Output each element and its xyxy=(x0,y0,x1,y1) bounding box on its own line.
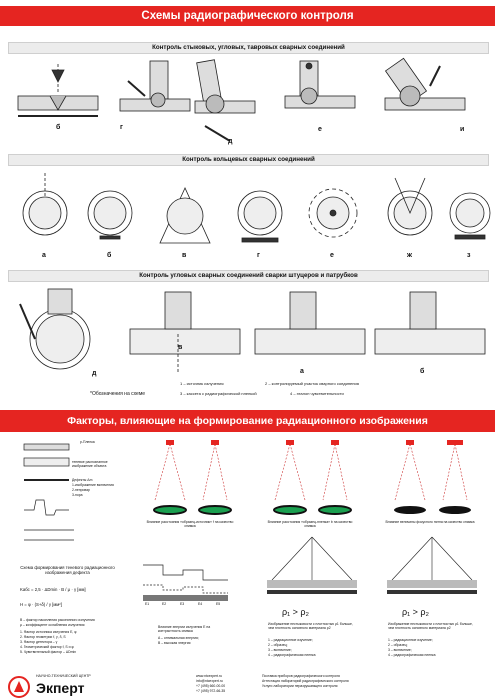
left-note: μ – коэффициент ослабления излучения xyxy=(20,623,85,627)
left-note: B – фактор накопления рассеянного излучения xyxy=(20,618,95,622)
fig3-bottom-item: 4 – радиографическая пленка xyxy=(268,653,316,657)
fig-label: б xyxy=(420,368,425,375)
fig3-caption: Влияние расстояния «образец-пленка» b на качество снимка xyxy=(267,520,353,529)
contact-line: +7 (495) 972-66-35 xyxy=(196,689,226,693)
fig4-bottom-item: 1 – радиационное изучение; xyxy=(388,638,433,642)
left-label: Дефекты Δm xyxy=(72,478,93,482)
fig4-bottom-item: 3 – включение; xyxy=(388,648,412,652)
footer xyxy=(0,670,495,700)
fig-label: ж xyxy=(407,252,412,259)
section2-diagrams xyxy=(0,168,495,263)
left-note: 2. Фактор геометрии f, γ, δ, S xyxy=(20,635,66,639)
company-sub: НАУЧНО-ТЕХНИЧЕСКИЙ ЦЕНТР xyxy=(36,674,91,678)
fig4-bottom-title: Изображение нестыковости с плотностью ρ1 больше, чем плотность основного материала ρ2 xyxy=(388,622,473,631)
left-note: 1. Фактор источника излучения E, φ xyxy=(20,630,77,634)
left-caption: Схема формирования теневого радиационного изображения дефекта xyxy=(20,565,115,575)
left-note: 4. Геометрический фактор f, S и φ xyxy=(20,645,74,649)
axis-label: E4 xyxy=(198,602,203,606)
factors-left-diagram xyxy=(14,440,124,560)
fig-label: и xyxy=(460,126,465,133)
fig3-bottom-item: 3 – включение; xyxy=(268,648,292,652)
fig3-bottom-item: 1 – радиационное изучение; xyxy=(268,638,313,642)
fig2-caption: Влияние расстояния «образец-источник» f на качество снимка xyxy=(146,520,234,529)
fig2-bottom-item: B – высокая энергия xyxy=(158,641,191,645)
axis-label: E3 xyxy=(180,602,185,606)
legend-item: 1 – источник излучения xyxy=(180,381,224,386)
fig4-bottom-item: 2 – образец; xyxy=(388,643,408,647)
legend-item: 2 – контролируемый участок сварного соединения xyxy=(265,381,359,386)
rho-label: ρ₁ > ρ₂ xyxy=(282,607,310,617)
service-line: Аттестация лабораторий радиографического контроля xyxy=(262,679,349,683)
left-label: теневое распознанное изображение объекта xyxy=(72,460,108,469)
section3-header: Контроль угловых сварных соединений сварки штуцеров и патрубков xyxy=(8,270,489,282)
factor-fig4 xyxy=(375,440,485,530)
fig2-bottom-item: A – оптимальная энергия; xyxy=(158,636,199,640)
left-label: 2-непровар xyxy=(72,488,90,492)
left-label: 1-изображение включения xyxy=(72,483,114,487)
legend-item: 4 – эталон чувствительности xyxy=(290,391,344,396)
fig4-bottom-diagram xyxy=(382,535,482,605)
axis-label: E2 xyxy=(162,602,167,606)
fig-label: в xyxy=(178,344,183,351)
rho-label: ρ₁ > ρ₂ xyxy=(402,607,430,617)
section1-diagrams xyxy=(0,56,495,156)
formula-2: H = φ · (S+δ) / γ [мм²] xyxy=(20,602,62,607)
fig-label: г xyxy=(257,252,260,259)
fig-label: з xyxy=(467,252,471,259)
fig4-caption: Влияние величины фокусного пятна на качество снимка xyxy=(385,520,475,524)
notation-label: *Обозначения на схеме xyxy=(90,391,146,397)
fig-label: е xyxy=(318,126,322,133)
service-line: Услуги лаборатории неразрушающего контроля xyxy=(262,684,338,688)
company-name: Экперт xyxy=(36,680,85,696)
fig-label: е xyxy=(330,252,334,259)
fig-label: д xyxy=(92,370,97,377)
energy-chart xyxy=(138,535,238,605)
fig-label: г xyxy=(120,124,123,131)
bottom-title: Факторы, влияющие на формирование радиационного изображения xyxy=(67,415,428,427)
section2-header: Контроль кольцевых сварных соединений xyxy=(8,154,489,166)
fig4-bottom-item: 4 – радиографическая пленка xyxy=(388,653,436,657)
left-note: 3. Фактор детектора – γ xyxy=(20,640,58,644)
fig-label: д xyxy=(228,138,233,145)
axis-label: E1 xyxy=(145,602,150,606)
legend-item: 3 – кассета с радиографической пленкой xyxy=(180,391,257,396)
fig-label: б xyxy=(107,252,112,259)
left-note: 5. Чувствительный фактор – ΔDmin xyxy=(20,650,77,654)
factor-fig3 xyxy=(255,440,365,530)
fig3-bottom-diagram xyxy=(262,535,362,605)
top-title-banner xyxy=(0,6,495,26)
service-line: Поставка приборов радиографического контроля xyxy=(262,674,340,678)
formula-1: Kабс = 2,5 · ΔDmin · B / μ · γ [мм] xyxy=(20,587,86,592)
fig-label: а xyxy=(42,252,46,259)
logo-icon xyxy=(8,676,30,698)
fig-label: б xyxy=(56,124,61,131)
left-label: р-Пленка xyxy=(80,440,95,444)
axis-label: E5 xyxy=(216,602,221,606)
fig-label: в xyxy=(182,252,187,259)
fig2-bottom-caption: Влияние энергии излучения E на контрастность снимка xyxy=(158,625,211,634)
bottom-title-banner xyxy=(0,410,495,432)
section1-header: Контроль стыковых, угловых, тавровых сварных соединений xyxy=(8,42,489,54)
contact-line[interactable]: info@ntcexpert.ru xyxy=(196,679,223,683)
fig-label: а xyxy=(300,368,304,375)
fig3-bottom-item: 2 – образец; xyxy=(268,643,288,647)
section3-diagrams xyxy=(0,284,495,379)
fig3-bottom-title: Изображение нестыковости с плотностью ρ1 больше, чем плотность основного материала ρ2 xyxy=(268,622,353,631)
top-title: Схемы радиографического контроля xyxy=(141,10,354,22)
factor-fig2 xyxy=(135,440,245,530)
left-label: 3-пора xyxy=(72,493,83,497)
contact-line[interactable]: www.ntcexpert.ru xyxy=(196,674,223,678)
contact-line: +7 (495) 660-00-00 xyxy=(196,684,226,688)
